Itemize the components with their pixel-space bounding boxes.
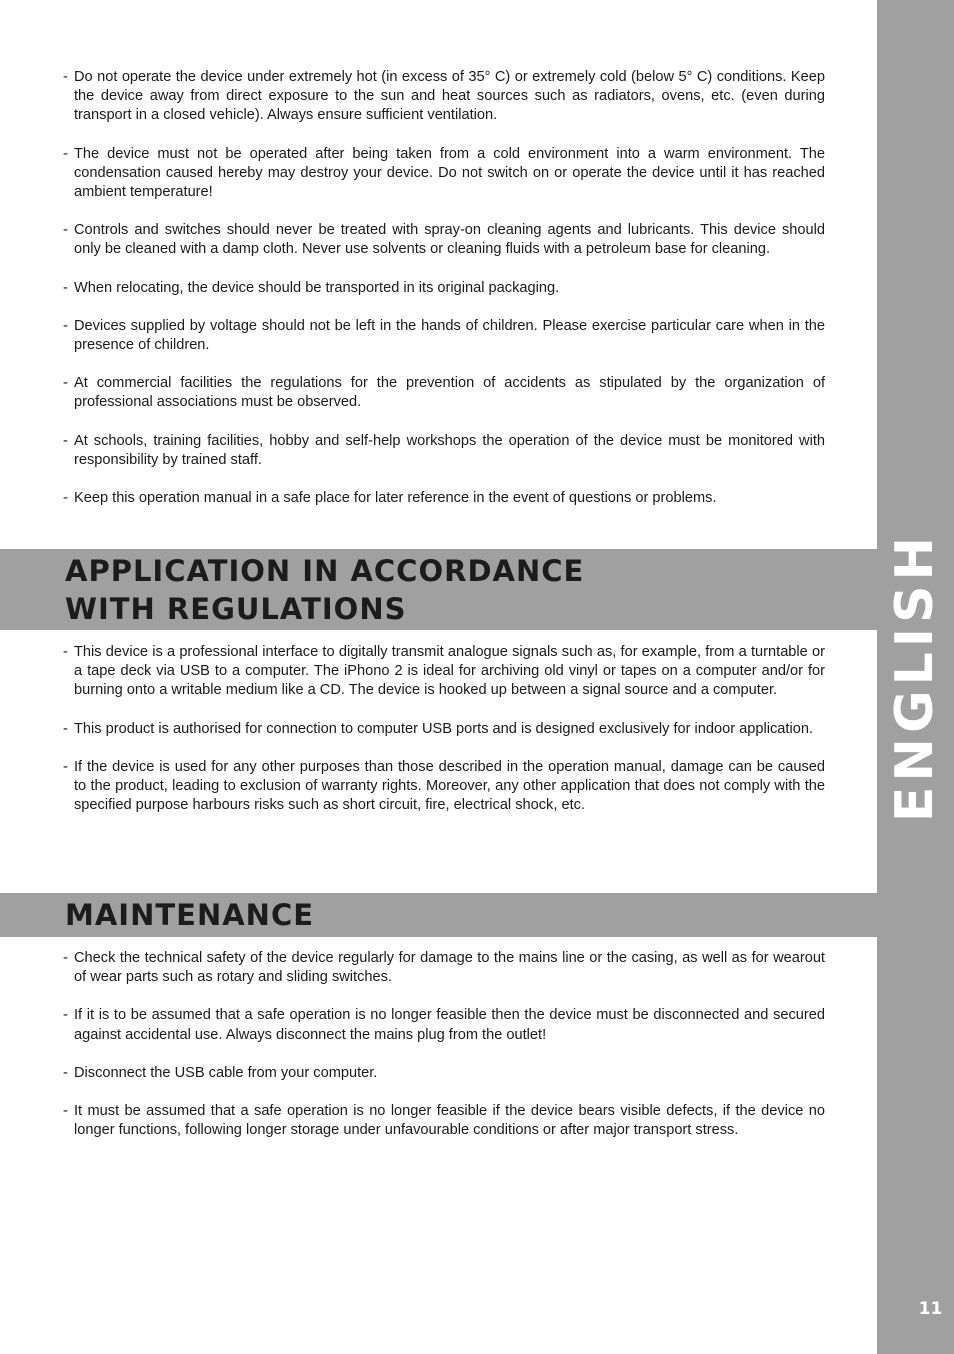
- safety-notes-list: [63, 68, 825, 527]
- list-item: - At schools, training facilities, hobby and self-help workshops the operation of the device must be monitored with responsibility by trained staff.: [63, 432, 825, 470]
- list-item: - Do not operate the device under extremely hot (in excess of 35° C) or extremely cold (below 5° C) conditions. Keep the device away from direct exposure to the sun and heat sources such as radiators, ovens, etc. (even during transport in a closed vehicle). Always ensure sufficient ventilation.: [63, 68, 825, 126]
- list-item: - This product is authorised for connection to computer USB ports and is designed exclusively for indoor application.: [63, 720, 825, 739]
- list-item: - This device is a professional interface to digitally transmit analogue signals such as, for example, from a turntable or a tape deck via USB to a computer. The iPhono 2 is ideal for archiving old vinyl or tapes on a computer and/or for burning onto a writable medium like a CD. The device is hooked up between a signal source and a computer.: [63, 643, 825, 701]
- application-title-line-2: WITH REGULATIONS: [65, 592, 407, 626]
- list-item: - Keep this operation manual in a safe place for later reference in the event of questions or problems.: [63, 489, 825, 508]
- list-item: - Controls and switches should never be treated with spray-on cleaning agents and lubricants. This device should only be cleaned with a damp cloth. Never use solvents or cleaning fluids with a petroleum base for cleaning.: [63, 221, 825, 259]
- maintenance-section-title: MAINTENANCE: [65, 898, 315, 932]
- application-section-header: [0, 549, 877, 630]
- list-item: - At commercial facilities the regulations for the prevention of accidents as stipulated by the organization of professional associations must be observed.: [63, 374, 825, 412]
- language-label: ENGLISH: [885, 531, 945, 823]
- list-item: - The device must not be operated after being taken from a cold environment into a warm environment. The condensation caused hereby may destroy your device. Do not switch on or operate the device until it has reached ambient temperature!: [63, 145, 825, 203]
- list-item: - Disconnect the USB cable from your computer.: [63, 1064, 825, 1083]
- list-item: - When relocating, the device should be transported in its original packaging.: [63, 279, 825, 298]
- list-item: - If the device is used for any other purposes than those described in the operation manual, damage can be caused to the product, leading to exclusion of warranty rights. Moreover, any other application that does not comply with the specified purpose harbours risks such as short circuit, fire, electrical shock, etc.: [63, 758, 825, 816]
- application-title-line-1: APPLICATION IN ACCORDANCE: [65, 554, 585, 588]
- list-item: - If it is to be assumed that a safe operation is no longer feasible then the device must be disconnected and secured against accidental use. Always disconnect the mains plug from the outlet!: [63, 1006, 825, 1044]
- list-item: - It must be assumed that a safe operation is no longer feasible if the device bears visible defects, if the device no longer functions, following longer storage under unfavourable conditions or after major transport stress.: [63, 1102, 825, 1140]
- page-number: 11: [918, 1299, 943, 1319]
- maintenance-section-header: [0, 893, 877, 937]
- list-item: - Check the technical safety of the device regularly for damage to the mains line or the casing, as well as for wearout of wear parts such as rotary and sliding switches.: [63, 949, 825, 987]
- application-list: [63, 643, 825, 834]
- maintenance-list: [63, 949, 825, 1159]
- list-item: - Devices supplied by voltage should not be left in the hands of children. Please exercise particular care when in the presence of children.: [63, 317, 825, 355]
- application-section-title: [65, 552, 584, 628]
